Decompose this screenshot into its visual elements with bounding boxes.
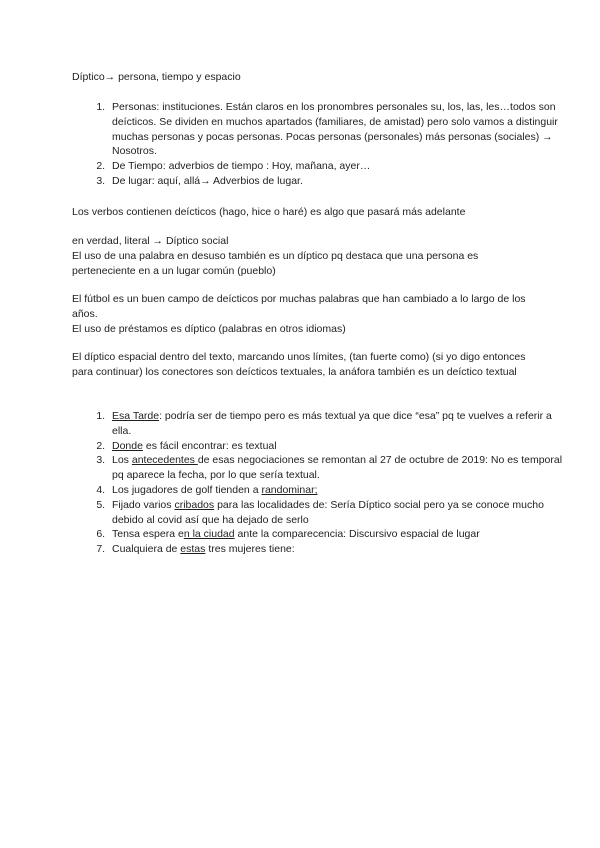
doc-title: Díptico→ persona, tiempo y espacio	[72, 71, 241, 83]
list-deixis-types	[72, 100, 570, 189]
paragraph-line: El fútbol es un buen campo de deícticos por muchas palabras que han cambiado a lo largo de los años.	[72, 293, 526, 320]
paragraph-spatial-deixis: El díptico espacial dentro del texto, marcando unos límites, (tan fuerte como) (si yo digo entonces para continuar) los conectores son deícticos textuales, la anáfora también es un deíctico textual	[72, 351, 526, 378]
paragraph-line: El uso de préstamos es díptico (palabras en otros idiomas)	[72, 322, 346, 335]
underlined-term: Donde	[112, 439, 143, 452]
underlined-term: Esa Tarde	[112, 410, 160, 422]
list-item: 1. Personas: instituciones. Están claros en los pronombres personales su, los, las, les…todos son deícticos. Se dividen en muchos apartados (familiares, de amistad) pero solo vamos a distinguir muchas personas y pocas personas. Pocas personas (personales) más personas (sociales) → Nosotros.	[108, 100, 570, 159]
paragraph-verbs: Los verbos contienen deícticos (hago, hice o haré) es algo que pasará más adelante	[72, 206, 466, 218]
list-item: 7. Cualquiera de estas tres mujeres tiene:	[108, 542, 570, 557]
paragraph-football	[72, 292, 534, 336]
paragraph-social-deixis	[72, 234, 534, 278]
underlined-term: antecedentes	[131, 454, 198, 467]
list-item: 2. Donde es fácil encontrar: es textual	[108, 439, 570, 454]
list-item: 1. Esa Tarde: podría ser de tiempo pero es más textual ya que dice “esa” pq te vuelves a referir a ella.	[108, 409, 570, 439]
list-item: 4. Los jugadores de golf tienden a randominar;	[108, 483, 570, 498]
list-examples	[72, 409, 570, 557]
list-item: 3. De lugar: aquí, allá→ Adverbios de lugar.	[108, 174, 570, 189]
underlined-term: cribados	[174, 498, 215, 511]
paragraph-line: en verdad, literal → Díptico social	[72, 235, 229, 247]
underlined-term: randominar;	[261, 483, 318, 496]
list-item: 3. Los antecedentes de esas negociaciones se remontan al 27 de octubre de 2019: No es temporal pq aparece la fecha, por lo que sería textual.	[108, 453, 570, 483]
underlined-term: n la ciudad	[183, 528, 235, 541]
list-item: 2. De Tiempo: adverbios de tiempo : Hoy, mañana, ayer…	[108, 159, 570, 174]
list-item: 5. Fijado varios cribados para las localidades de: Sería Díptico social pero ya se conoce mucho debido al covid así que ha dejado de serlo	[108, 498, 570, 528]
underlined-term: estas	[180, 543, 206, 556]
paragraph-line: El uso de una palabra en desuso también es un díptico pq destaca que una persona es perteneciente en a un lugar común (pueblo)	[72, 249, 479, 277]
list-item: 6. Tensa espera en la ciudad ante la comparecencia: Discursivo espacial de lugar	[108, 527, 570, 542]
